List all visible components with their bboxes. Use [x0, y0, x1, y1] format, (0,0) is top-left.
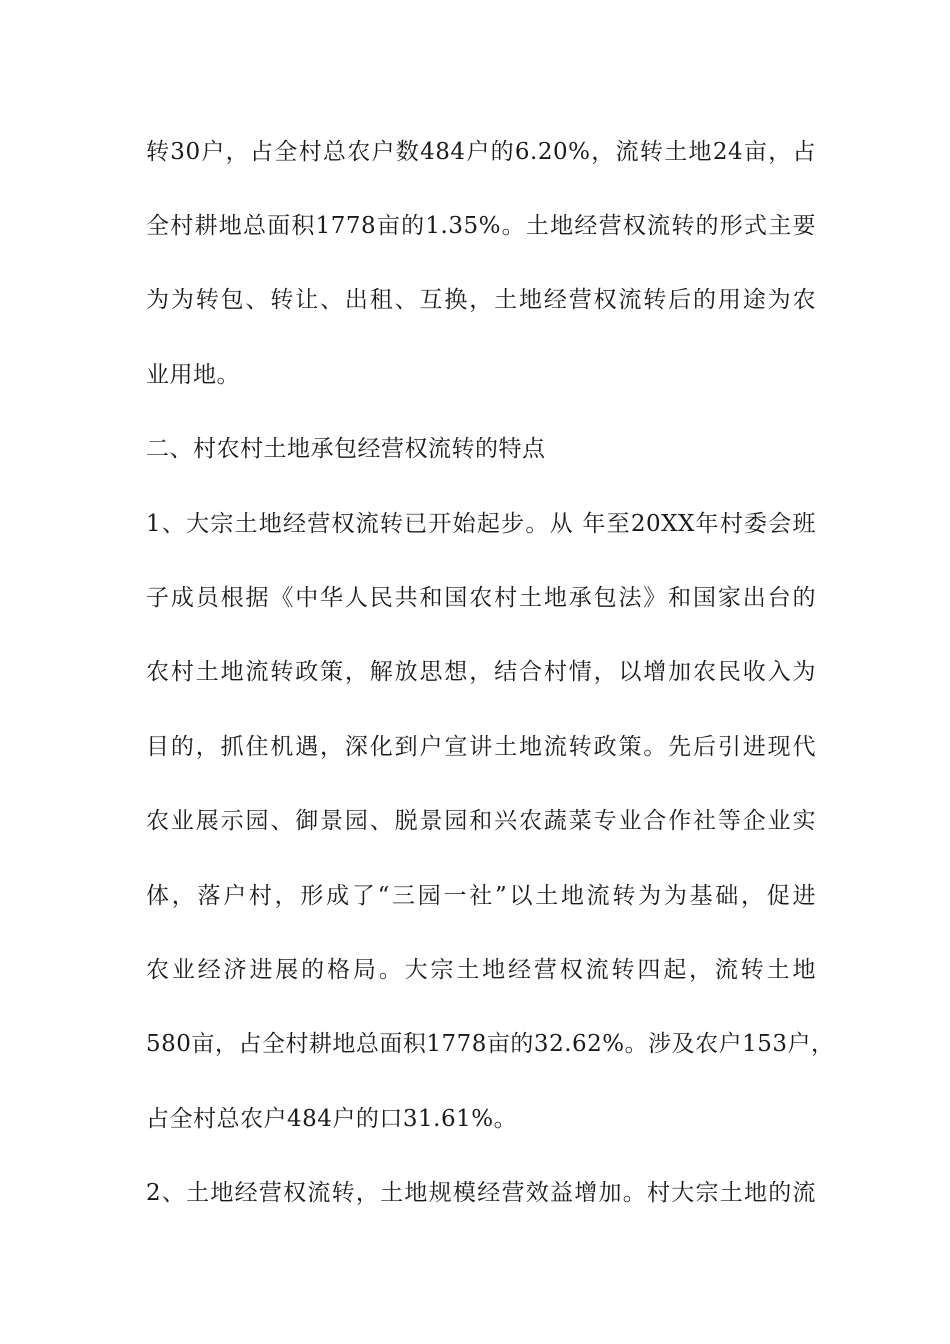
- text-line-12: 农业经济进展的格局。大宗土地经营权流转四起，流转土地: [146, 957, 816, 983]
- text-line-1: 转30户，占全村总农户数484户的6.20%，流转土地24亩，占: [146, 139, 816, 165]
- text-line-10: 农业展示园、御景园、脱景园和兴农蔬菜专业合作社等企业实: [146, 808, 816, 834]
- text-line-7: 子成员根据《中华人民共和国农村土地承包法》和国家出台的: [146, 585, 816, 611]
- section-heading: 二、村农村土地承包经营权流转的特点: [146, 436, 546, 462]
- text-line-15: 2、土地经营权流转，土地规模经营效益增加。村大宗土地的流: [146, 1180, 816, 1206]
- text-line-14: 占全村总农户484户的口31.61%。: [146, 1106, 518, 1132]
- text-line-3: 为为转包、转让、出租、互换，土地经营权流转后的用途为农: [146, 287, 816, 313]
- text-line-4: 业用地。: [146, 362, 240, 388]
- text-line-6: 1、大宗土地经营权流转已开始起步。从 年至20XX年村委会班: [146, 511, 816, 537]
- text-line-2: 全村耕地总面积1778亩的1.35%。土地经营权流转的形式主要: [146, 213, 816, 239]
- text-line-8: 农村土地流转政策，解放思想，结合村情，以增加农民收入为: [146, 659, 816, 685]
- text-line-11: 体，落户村，形成了“三园一社”以土地流转为为基础，促进: [146, 883, 816, 909]
- text-line-13: 580亩，占全村耕地总面积1778亩的32.62%。涉及农户153户，: [146, 1031, 835, 1057]
- text-line-9: 目的，抓住机遇，深化到户宣讲土地流转政策。先后引进现代: [146, 734, 816, 760]
